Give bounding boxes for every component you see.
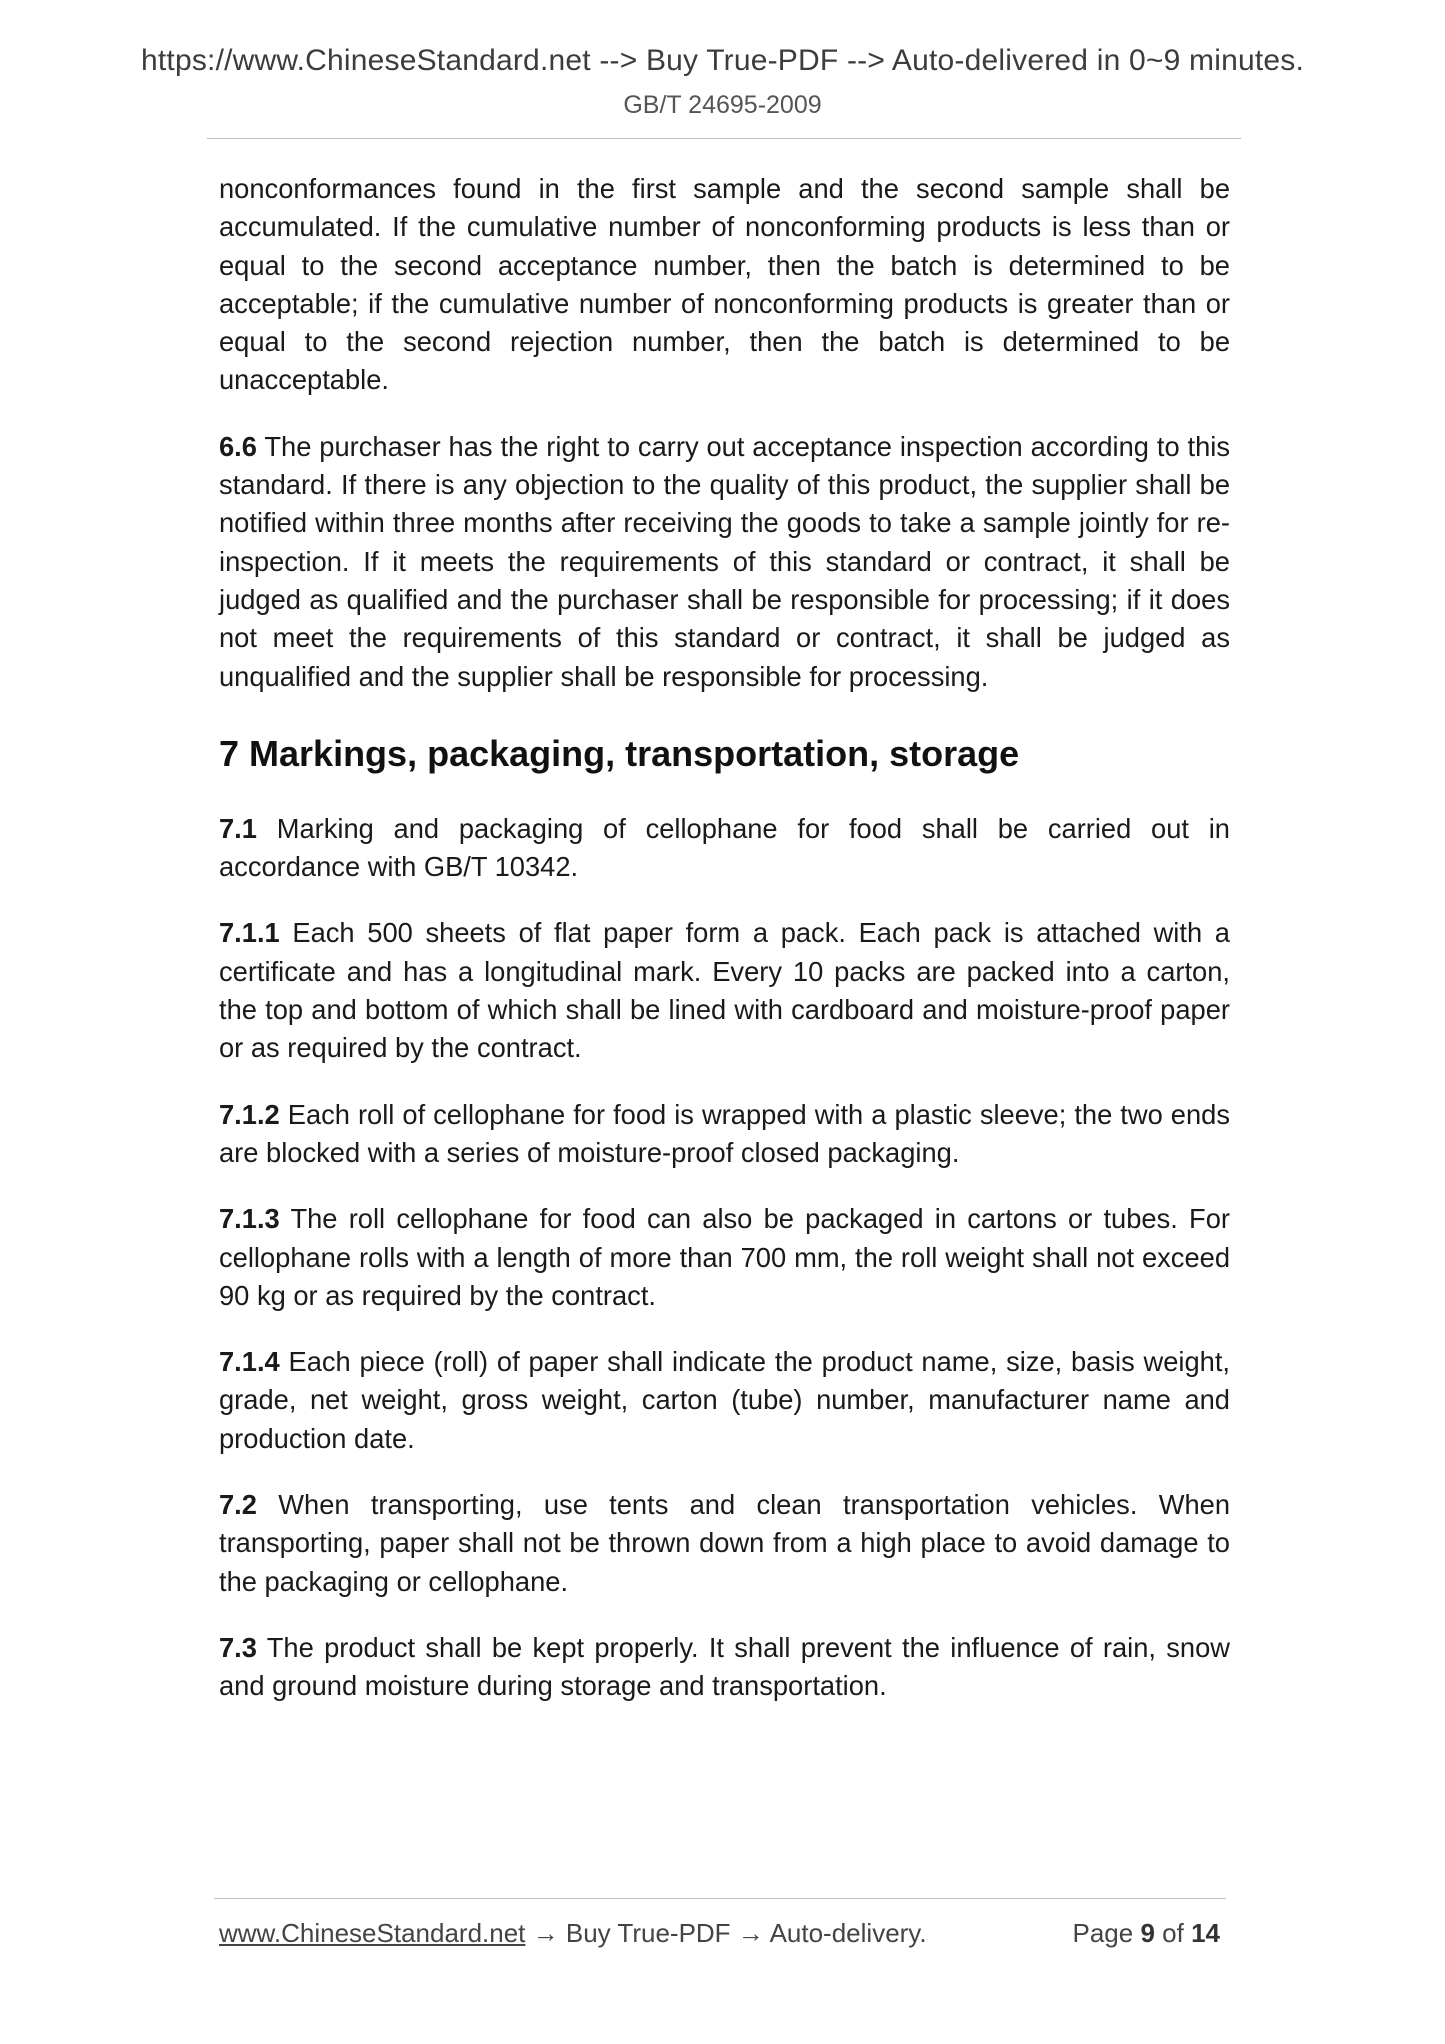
intro-paragraph: nonconformances found in the first sample and the second sample shall be accumulated. If the cumulative number of nonconforming products is less than or equal to the second acceptance number, then the batch is determined to be acceptable; if the cumulative number of nonconforming products is greater than or equal to the second rejection number, then the batch is determined to be unacceptable. xyxy=(219,173,1230,396)
document-code: GB/T 24695-2009 xyxy=(623,91,822,119)
page-content xyxy=(219,170,1230,1734)
clause-7-1 xyxy=(219,810,1230,887)
header-divider xyxy=(207,138,1241,139)
of-label: of xyxy=(1162,1918,1184,1948)
footer-site-link[interactable]: www.ChineseStandard.net xyxy=(219,1918,526,1948)
clause-text: The purchaser has the right to carry out acceptance inspection according to this standard. If there is any objection to the quality of this product, the supplier shall be notified within three months after receiving the goods to take a sample jointly for re-inspection. If it meets the requirements of this standard or contract, it shall be judged as qualified and the purchaser shall be responsible for processing; if it does not meet the requirements of this standard or contract, it shall be judged as unqualified and the supplier shall be responsible for processing. xyxy=(219,430,1230,692)
clause-text: The roll cellophane for food can also be packaged in cartons or tubes. For cellophane rolls with a length of more than 700 mm, the roll weight shall not exceed 90 kg or as required by the contract. xyxy=(219,1203,1230,1311)
section-heading: 7 Markings, packaging, transportation, storage xyxy=(219,732,1020,774)
clause-number: 7.3 xyxy=(219,1631,257,1663)
clause-7-1-2 xyxy=(219,1096,1230,1173)
clause-text: The product shall be kept properly. It shall prevent the influence of rain, snow and ground moisture during storage and transportation. xyxy=(219,1631,1230,1702)
clause-7-2 xyxy=(219,1486,1230,1601)
clause-text: Each 500 sheets of flat paper form a pack. Each pack is attached with a certificate and has a longitudinal mark. Every 10 packs are packed into a carton, the top and bottom of which shall be lined with cardboard and moisture-proof paper or as required by the contract. xyxy=(219,917,1230,1064)
clause-7-1-1 xyxy=(219,914,1230,1067)
clause-number: 7.1.1 xyxy=(219,917,280,949)
clause-text: Each piece (roll) of paper shall indicate the product name, size, basis weight, grade, net weight, gross weight, carton (tube) number, manufacturer name and production date. xyxy=(219,1346,1230,1454)
clause-text: Marking and packaging of cellophane for food shall be carried out in accordance with GB/T 10342. xyxy=(219,812,1230,883)
clause-7-1-4 xyxy=(219,1343,1230,1458)
clause-text: Each roll of cellophane for food is wrapped with a plastic sleeve; the two ends are blocked with a series of moisture-proof closed packaging. xyxy=(219,1098,1230,1168)
clause-6-6 xyxy=(219,428,1230,696)
page-label: Page xyxy=(1072,1918,1134,1948)
clause-number: 6.6 xyxy=(219,430,257,462)
footer-tagline: → Buy True-PDF → Auto-delivery. xyxy=(525,1918,927,1948)
page-indicator xyxy=(1072,1918,1220,1949)
page-footer xyxy=(219,1918,1226,1954)
clause-7-1-3 xyxy=(219,1200,1230,1315)
clause-number: 7.1.2 xyxy=(219,1098,280,1130)
clause-number: 7.2 xyxy=(219,1489,257,1521)
header-banner: https://www.ChineseStandard.net --> Buy True-PDF --> Auto-delivered in 0~9 minutes. xyxy=(141,44,1304,77)
footer-left xyxy=(219,1918,927,1949)
clause-number: 7.1.3 xyxy=(219,1203,280,1235)
page-current: 9 xyxy=(1140,1918,1155,1948)
clause-7-3 xyxy=(219,1629,1230,1706)
clause-number: 7.1.4 xyxy=(219,1346,280,1378)
page-total: 14 xyxy=(1191,1918,1220,1948)
footer-divider xyxy=(214,1898,1226,1899)
clause-text: When transporting, use tents and clean transportation vehicles. When transporting, paper shall not be thrown down from a high place to avoid damage to the packaging or cellophane. xyxy=(219,1489,1230,1597)
clause-number: 7.1 xyxy=(219,812,257,844)
